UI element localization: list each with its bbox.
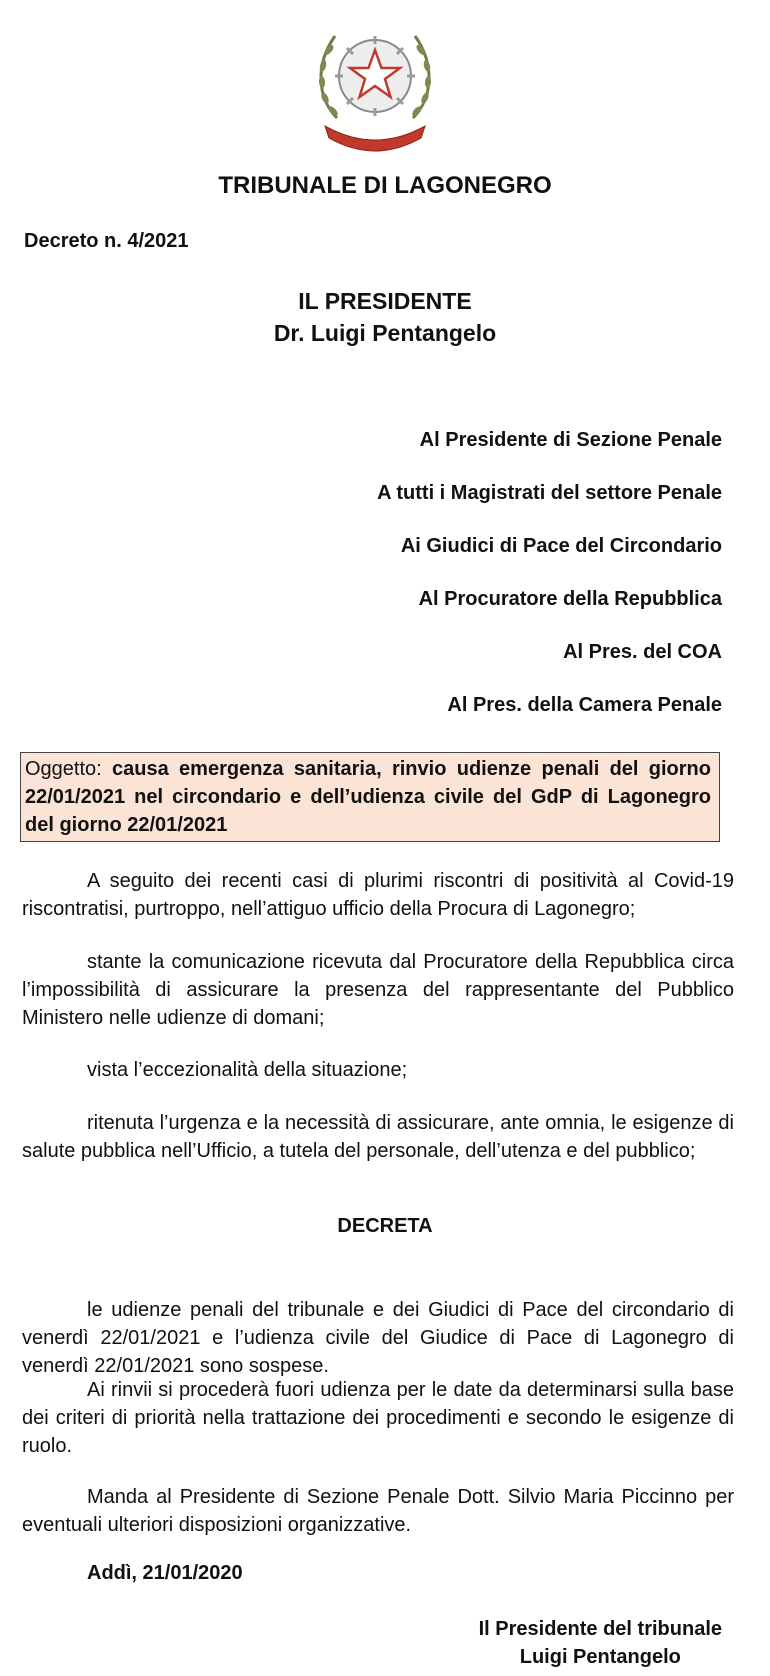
- recipient-presidente-sezione: Al Presidente di Sezione Penale: [419, 429, 722, 451]
- president-heading: [0, 285, 770, 349]
- recipient-magistrati: A tutti i Magistrati del settore Penale: [377, 482, 722, 504]
- republic-emblem: [307, 14, 443, 152]
- order-paragraph: le udienze penali del tribunale e dei Giudici di Pace del circondario di venerdì 22/01/2021 e l’udienza civile del Giudice di Pace di Lagonegro di venerdì 22/01/2021 sono sospese.: [22, 1299, 734, 1377]
- recipients-list: [122, 428, 722, 746]
- signature-block: [479, 1615, 722, 1671]
- preamble-paragraph: stante la comunicazione ricevuta dal Procuratore della Repubblica circa l’impossibilità di assicurare la presenza del rappresentante del Pubblico Ministero nelle udienze di domani;: [22, 951, 734, 1029]
- signature-name: Luigi Pentangelo: [519, 1646, 681, 1668]
- recipient-giudici-pace: Ai Giudici di Pace del Circondario: [400, 535, 722, 557]
- preamble-paragraph: vista l’eccezionalità della situazione;: [87, 1059, 408, 1081]
- date-line: Addì, 21/01/2020: [87, 1562, 243, 1584]
- preamble-paragraph: A seguito dei recenti casi di plurimi riscontri di positività al Covid-19 riscontratisi, purtroppo, nell’attiguo ufficio della Procura di Lagonegro;: [22, 870, 734, 920]
- signature-title: Il Presidente del tribunale: [478, 1618, 722, 1640]
- decreta-heading: DECRETA: [337, 1215, 433, 1237]
- order-paragraph: Ai rinvii si procederà fuori udienza per le date da determinarsi sulla base dei criteri di priorità nella trattazione dei procedimenti e secondo le esigenze di ruolo.: [22, 1379, 734, 1457]
- preamble-paragraph: ritenuta l’urgenza e la necessità di assicurare, ante omnia, le esigenze di salute pubblica nell’Ufficio, a tutela del personale, dell’utenza e del pubblico;: [22, 1112, 734, 1162]
- recipient-procuratore: Al Procuratore della Repubblica: [418, 588, 722, 610]
- recipient-coa: Al Pres. del COA: [563, 641, 722, 663]
- order-paragraph: Manda al Presidente di Sezione Penale Dott. Silvio Maria Piccinno per eventuali ulteriori disposizioni organizzative.: [22, 1486, 734, 1536]
- president-name: Dr. Luigi Pentangelo: [273, 320, 497, 346]
- court-title: TRIBUNALE DI LAGONEGRO: [218, 172, 552, 199]
- subject-label: Oggetto:: [25, 758, 102, 780]
- subject-box: [20, 752, 720, 842]
- subject-text: causa emergenza sanitaria, rinvio udienze penali del giorno 22/01/2021 nel circondario e dell’udienza civile del GdP di Lagonegro del giorno 22/01/2021: [25, 758, 711, 836]
- recipient-camera-penale: Al Pres. della Camera Penale: [447, 694, 722, 716]
- decree-number: Decreto n. 4/2021: [24, 230, 189, 252]
- president-title: IL PRESIDENTE: [298, 288, 472, 314]
